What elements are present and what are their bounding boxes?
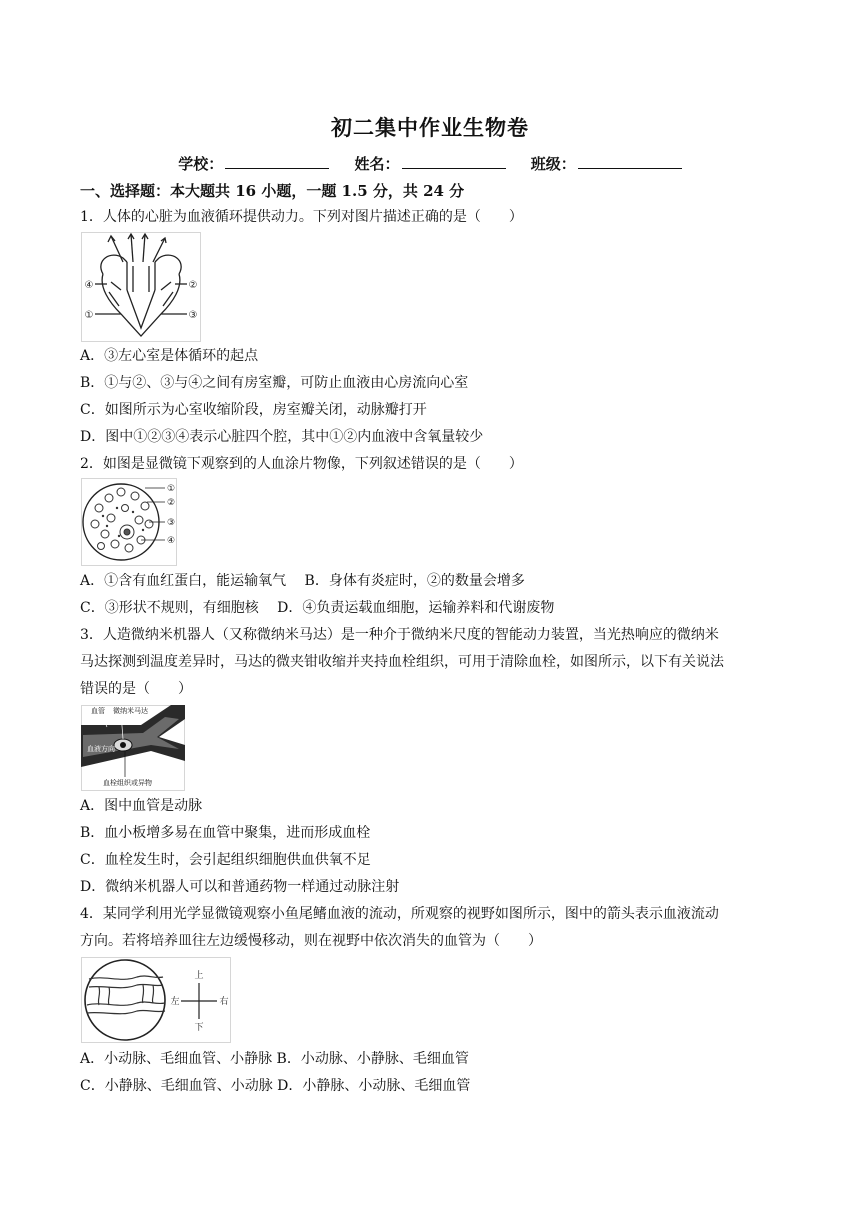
question-1-option-b[interactable]: B．①与②、③与④之间有房室瓣，可防止血液由心房流向心室 bbox=[80, 375, 469, 391]
name-label: 姓名： bbox=[354, 155, 400, 173]
robot-label-clot: 血栓组织或异物 bbox=[103, 779, 152, 787]
class-label: 班级： bbox=[530, 155, 576, 173]
question-3-stem-line-3: 错误的是（ ） bbox=[80, 681, 192, 697]
smear-label-4: ④ bbox=[166, 536, 176, 546]
fish-tail-view-diagram-icon bbox=[81, 957, 231, 1043]
class-blank[interactable] bbox=[578, 154, 682, 169]
robot-label-flow: 血液方向 bbox=[87, 745, 115, 753]
direction-up: 上 bbox=[194, 971, 204, 981]
school-label: 学校： bbox=[178, 155, 224, 173]
heart-label-2: ② bbox=[188, 280, 198, 291]
heart-diagram-icon bbox=[81, 232, 201, 342]
question-1-stem: 1．人体的心脏为血液循环提供动力。下列对图片描述正确的是（ ） bbox=[80, 209, 523, 225]
heart-label-3: ③ bbox=[188, 310, 198, 321]
question-3-option-c[interactable]: C．血栓发生时，会引起组织细胞供血供氧不足 bbox=[80, 852, 371, 868]
question-3-stem-line-1: 3．人造微纳米机器人（又称微纳米马达）是一种介于微纳米尺度的智能动力装置，当光热响应的微纳米 bbox=[80, 627, 719, 643]
question-1-option-a[interactable]: A．③左心室是体循环的起点 bbox=[80, 348, 259, 364]
student-info-row bbox=[0, 153, 860, 174]
school-blank[interactable] bbox=[225, 154, 329, 169]
robot-label-vessel: 血管 bbox=[91, 707, 105, 715]
question-4-stem-line-2: 方向。若将培养皿往左边缓慢移动，则在视野中依次消失的血管为（ ） bbox=[80, 933, 542, 949]
smear-label-3: ③ bbox=[166, 518, 176, 528]
smear-label-2: ② bbox=[166, 498, 176, 508]
question-2-option-ab[interactable]: A．①含有血红蛋白，能运输氧气 B．身体有炎症时，②的数量会增多 bbox=[80, 573, 525, 589]
heart-label-1: ① bbox=[84, 310, 94, 321]
micro-robot-diagram-icon bbox=[81, 705, 185, 791]
heart-label-4: ④ bbox=[84, 280, 94, 291]
question-3-option-b[interactable]: B．血小板增多易在血管中聚集，进而形成血栓 bbox=[80, 825, 371, 841]
question-1-option-d[interactable]: D．图中①②③④表示心脏四个腔，其中①②内血液中含氧量较少 bbox=[80, 429, 484, 445]
direction-left: 左 bbox=[170, 997, 180, 1007]
question-2-option-cd[interactable]: C．③形状不规则，有细胞核 D．④负责运载血细胞，运输养料和代谢废物 bbox=[80, 600, 555, 616]
question-4-option-ab[interactable]: A．小动脉、毛细血管、小静脉 B．小动脉、小静脉、毛细血管 bbox=[80, 1051, 469, 1067]
question-1-option-c[interactable]: C．如图所示为心室收缩阶段，房室瓣关闭，动脉瓣打开 bbox=[80, 402, 427, 418]
name-blank[interactable] bbox=[402, 154, 506, 169]
direction-right: 右 bbox=[219, 997, 229, 1007]
question-3-option-d[interactable]: D．微纳米机器人可以和普通药物一样通过动脉注射 bbox=[80, 879, 400, 895]
section-heading: 一、选择题：本大题共 16 小题，一题 1.5 分，共 24 分 bbox=[80, 182, 465, 200]
blood-smear-diagram-icon bbox=[81, 478, 177, 566]
smear-label-1: ① bbox=[166, 484, 176, 494]
question-4-stem-line-1: 4．某同学利用光学显微镜观察小鱼尾鳍血液的流动，所观察的视野如图所示，图中的箭头表示血液流动 bbox=[80, 906, 719, 922]
direction-down: 下 bbox=[194, 1023, 204, 1033]
question-4-option-cd[interactable]: C．小静脉、毛细血管、小动脉 D．小静脉、小动脉、毛细血管 bbox=[80, 1078, 471, 1094]
question-2-stem: 2．如图是显微镜下观察到的人血涂片物像，下列叙述错误的是（ ） bbox=[80, 456, 523, 472]
robot-label-motor: 微纳米马达 bbox=[113, 707, 148, 715]
page-title: 初二集中作业生物卷 bbox=[331, 115, 529, 140]
question-3-option-a[interactable]: A．图中血管是动脉 bbox=[80, 798, 203, 814]
question-3-stem-line-2: 马达探测到温度差异时，马达的微夹钳收缩并夹持血栓组织，可用于清除血栓，如图所示，以下有关说法 bbox=[80, 654, 724, 670]
